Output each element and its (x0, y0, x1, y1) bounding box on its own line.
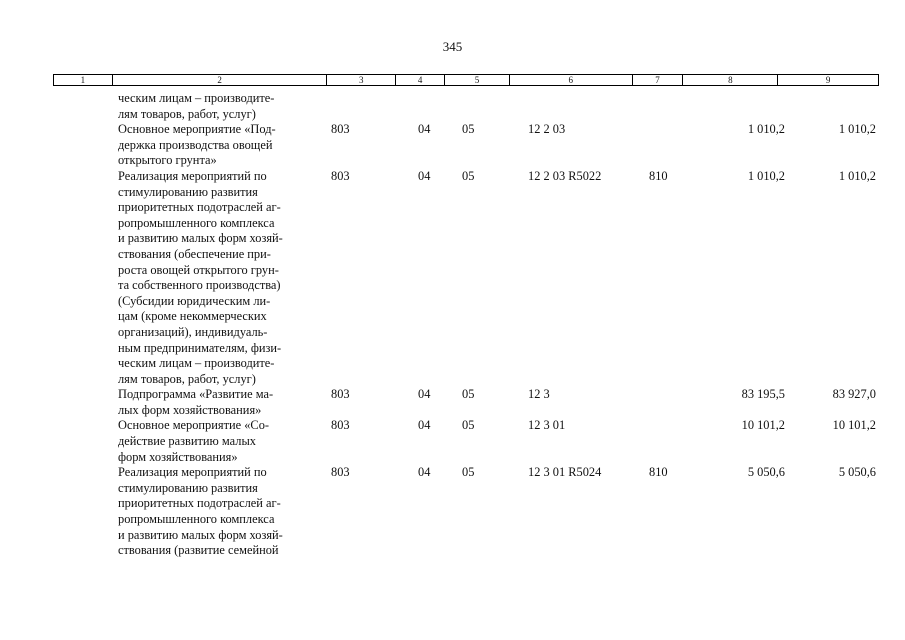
cell-expense-type: 810 (649, 465, 668, 480)
cell-target-article: 12 2 03 R5022 (528, 168, 602, 183)
description-line: роста овощей открытого грун- (118, 262, 279, 277)
cell-subsection: 05 (462, 418, 475, 433)
cell-expense-type: 810 (649, 168, 668, 183)
column-header-1: 1 (54, 75, 113, 85)
cell-ministry-code: 803 (331, 122, 350, 137)
column-header-9: 9 (825, 75, 831, 85)
description-line: ным предпринимателям, физи- (118, 340, 282, 355)
column-header-5: 5 (445, 75, 510, 85)
column-header-7: 7 (633, 75, 684, 85)
cell-amount-year2: 5 050,6 (838, 465, 876, 480)
description-line: ствования (развитие семейной (118, 543, 279, 558)
cell-ministry-code: 803 (331, 465, 350, 480)
description-line: приоритетных подотраслей аг- (118, 200, 281, 215)
description-line: Подпрограмма «Развитие ма- (118, 387, 274, 402)
cell-amount-year2: 83 927,0 (832, 387, 876, 402)
column-header-3: 3 (327, 75, 396, 85)
description-line: ческим лицам – производите- (118, 91, 275, 105)
description-line: цам (кроме некоммерческих (118, 309, 267, 324)
cell-amount-year1: 1 010,2 (747, 122, 785, 137)
cell-subsection: 05 (462, 168, 475, 183)
cell-ministry-code: 803 (331, 168, 350, 183)
description-line: держка производства овощей (118, 137, 273, 152)
description-line: ческим лицам – производите- (118, 356, 275, 371)
description-line: (Субсидии юридическим ли- (118, 293, 271, 308)
description-line: и развитию малых форм хозяй- (118, 231, 283, 246)
column-header-4: 4 (396, 75, 445, 85)
cell-amount-year2: 1 010,2 (838, 168, 876, 183)
description-line: открытого грунта» (118, 153, 217, 168)
cell-amount-year1: 10 101,2 (741, 418, 785, 433)
cell-subsection: 05 (462, 465, 475, 480)
cell-ministry-code: 803 (331, 418, 350, 433)
cell-subsection: 05 (462, 387, 475, 402)
table-body (0, 91, 905, 559)
description-line: лям товаров, работ, услуг) (118, 106, 256, 121)
description-line: Основное мероприятие «Под- (118, 122, 276, 137)
description-line: и развитию малых форм хозяй- (118, 527, 283, 542)
table-row (0, 91, 905, 122)
row-description (118, 387, 328, 418)
description-line: Реализация мероприятий по (118, 168, 267, 183)
cell-target-article: 12 2 03 (528, 122, 566, 137)
column-header-6: 6 (510, 75, 633, 85)
cell-section: 04 (418, 418, 431, 433)
cell-amount-year1: 83 195,5 (741, 387, 785, 402)
table-row (0, 122, 905, 169)
cell-section: 04 (418, 465, 431, 480)
row-description (118, 465, 328, 559)
cell-amount-year2: 10 101,2 (832, 418, 876, 433)
cell-amount-year2: 1 010,2 (838, 122, 876, 137)
cell-target-article: 12 3 (528, 387, 550, 402)
description-line: форм хозяйствования» (118, 449, 238, 464)
table-row (0, 169, 905, 387)
row-description (118, 169, 328, 387)
cell-subsection: 05 (462, 122, 475, 137)
page-number: 345 (442, 39, 463, 54)
description-line: действие развитию малых (118, 434, 256, 449)
column-header-8: 8 (683, 75, 778, 85)
description-line: организаций), индивидуаль- (118, 324, 268, 339)
column-header-2: 2 (113, 75, 327, 85)
description-line: приоритетных подотраслей аг- (118, 496, 281, 511)
row-description (118, 91, 328, 122)
cell-section: 04 (418, 387, 431, 402)
description-line: лям товаров, работ, услуг) (118, 371, 256, 386)
description-line: ствования (обеспечение при- (118, 246, 271, 261)
cell-section: 04 (418, 168, 431, 183)
description-line: ропромышленного комплекса (118, 512, 275, 527)
description-line: стимулированию развития (118, 480, 258, 495)
table-row (0, 465, 905, 559)
cell-ministry-code: 803 (331, 387, 350, 402)
table-row (0, 418, 905, 465)
table-row (0, 387, 905, 418)
description-line: стимулированию развития (118, 184, 258, 199)
cell-target-article: 12 3 01 R5024 (528, 465, 602, 480)
description-line: Основное мероприятие «Со- (118, 418, 270, 433)
cell-section: 04 (418, 122, 431, 137)
description-line: Реализация мероприятий по (118, 465, 267, 480)
row-description (118, 418, 328, 465)
description-line: лых форм хозяйствования» (118, 402, 262, 417)
description-line: ропромышленного комплекса (118, 215, 275, 230)
cell-amount-year1: 5 050,6 (747, 465, 785, 480)
table-header-row (53, 74, 879, 86)
cell-target-article: 12 3 01 (528, 418, 566, 433)
description-line: та собственного производства) (118, 278, 281, 293)
row-description (118, 122, 328, 169)
cell-amount-year1: 1 010,2 (747, 168, 785, 183)
